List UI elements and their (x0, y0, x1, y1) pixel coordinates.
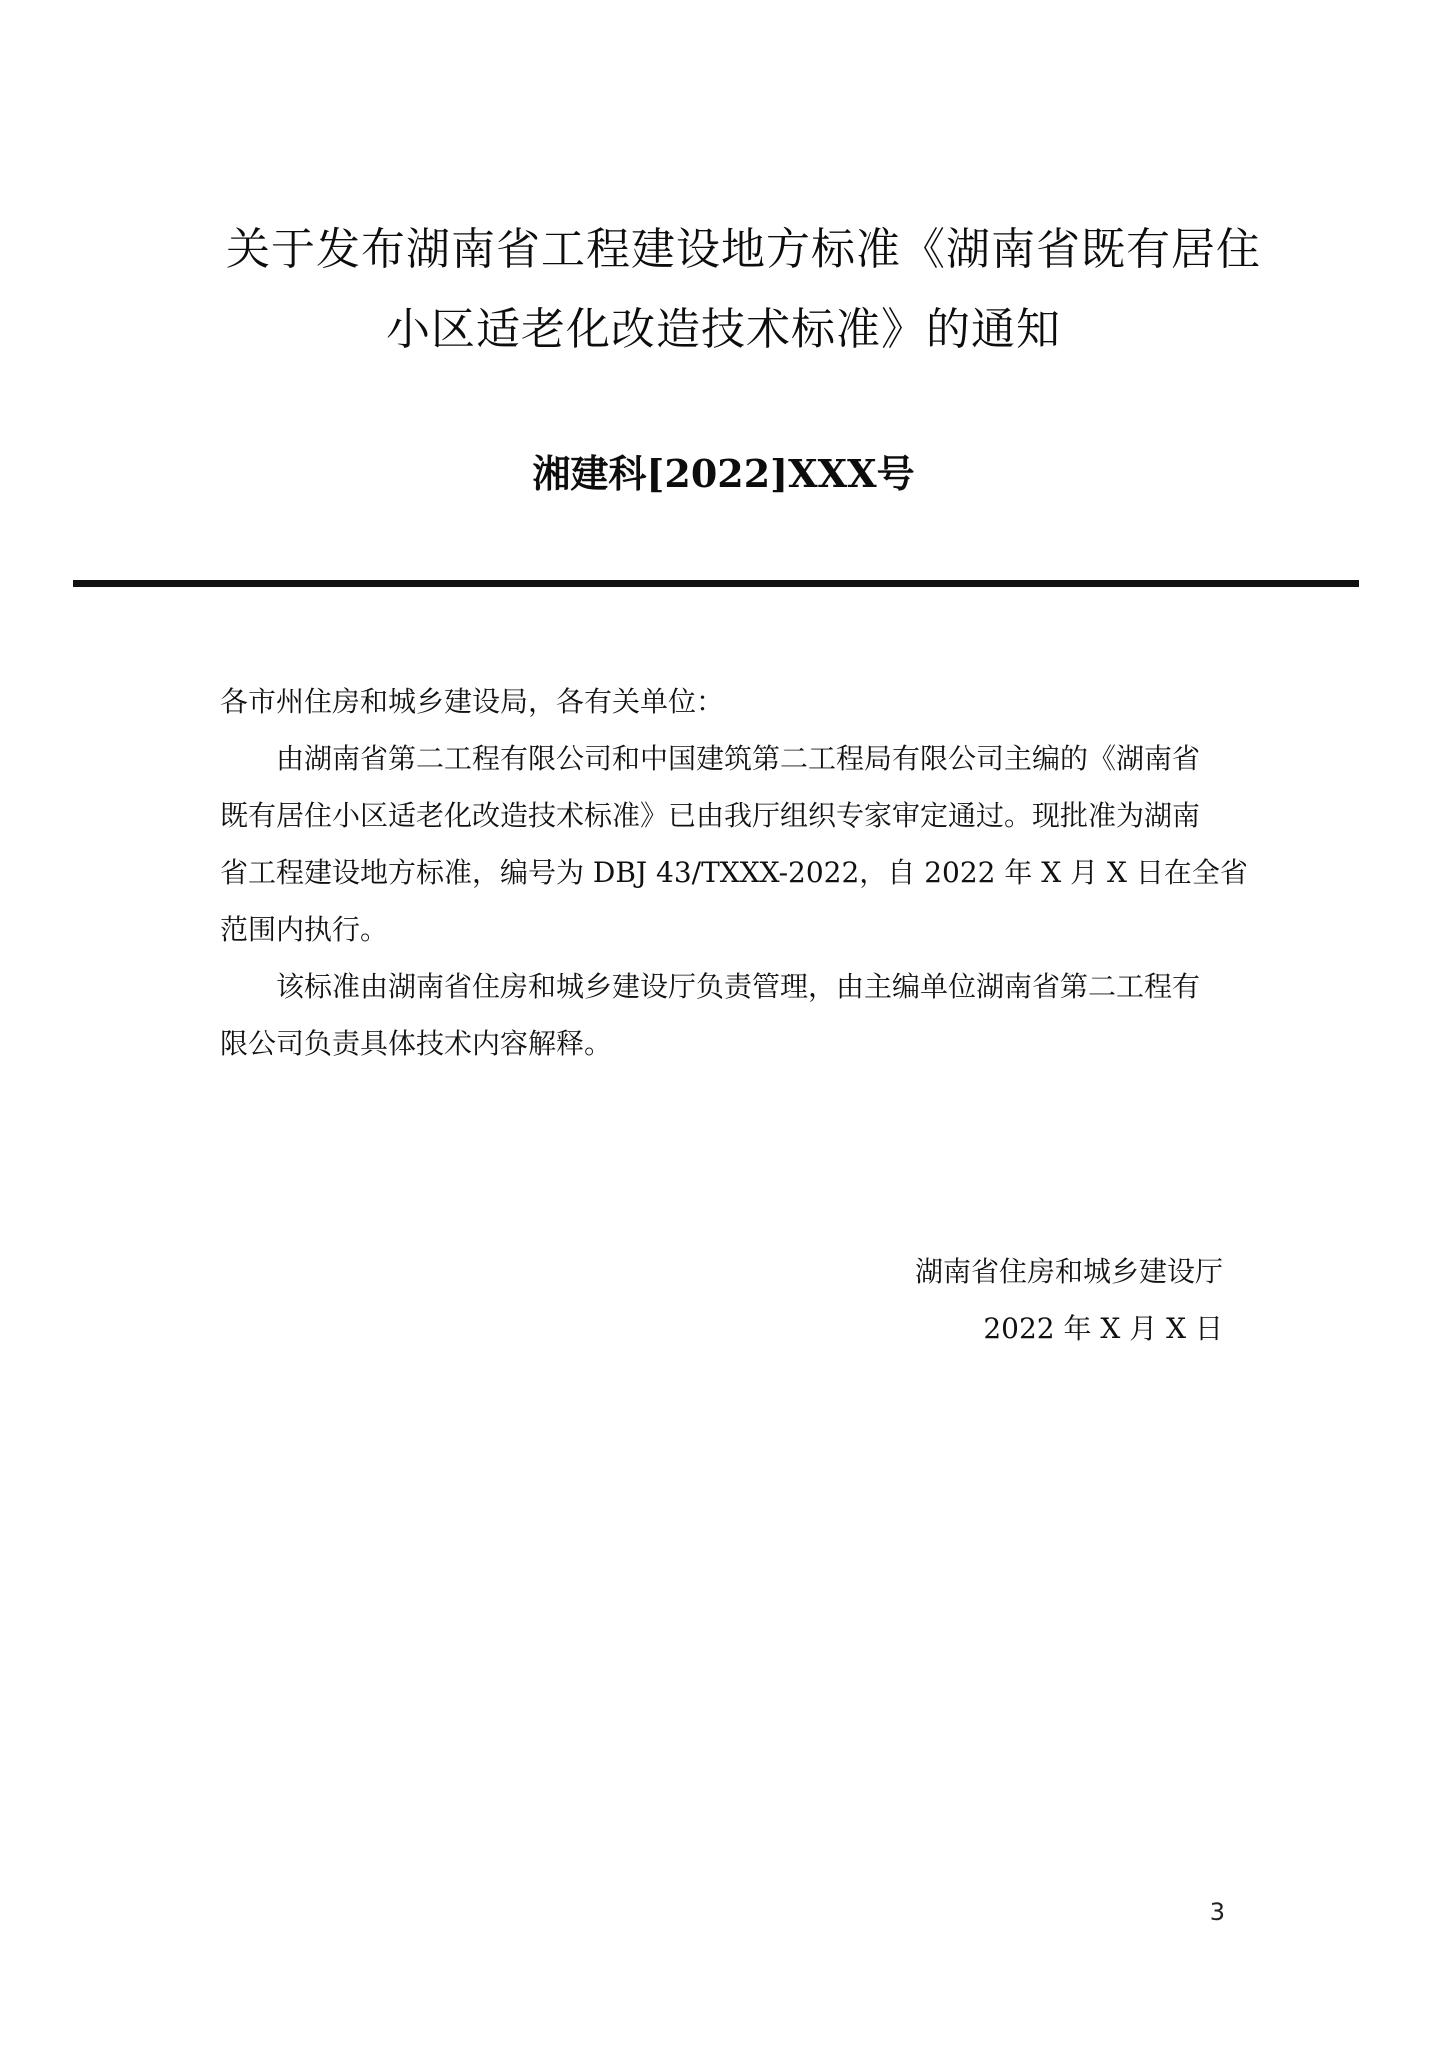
paragraph-1-line-2: 既有居住小区适老化改造技术标准》已由我厅组织专家审定通过。现批准为湖南 (220, 799, 1201, 832)
page-number: 3 (1209, 1898, 1225, 1926)
paragraph-2-line-1: 该标准由湖南省住房和城乡建设厅负责管理，由主编单位湖南省第二工程有 (276, 970, 1201, 1003)
signature-issuer: 湖南省住房和城乡建设厅 (914, 1255, 1223, 1288)
paragraph-1-line-1: 由湖南省第二工程有限公司和中国建筑第二工程局有限公司主编的《湖南省 (276, 742, 1201, 775)
document-number: 湘建科[2022]XXX号 (532, 451, 915, 496)
salutation: 各市州住房和城乡建设局，各有关单位： (220, 685, 725, 718)
paragraph-1-line-4: 范围内执行。 (220, 913, 389, 946)
paragraph-2-line-2: 限公司负责具体技术内容解释。 (220, 1027, 613, 1060)
header-divider-rule (73, 580, 1359, 587)
notice-title-line-1: 关于发布湖南省工程建设地方标准《湖南省既有居住 (226, 224, 1261, 275)
notice-title-line-2: 小区适老化改造技术标准》的通知 (386, 304, 1061, 355)
paragraph-1-line-3: 省工程建设地方标准，编号为 DBJ 43/TXXX-2022，自 2022 年 X 月 X 日在全省 (220, 856, 1248, 889)
signature-date: 2022 年 X 月 X 日 (983, 1312, 1223, 1345)
